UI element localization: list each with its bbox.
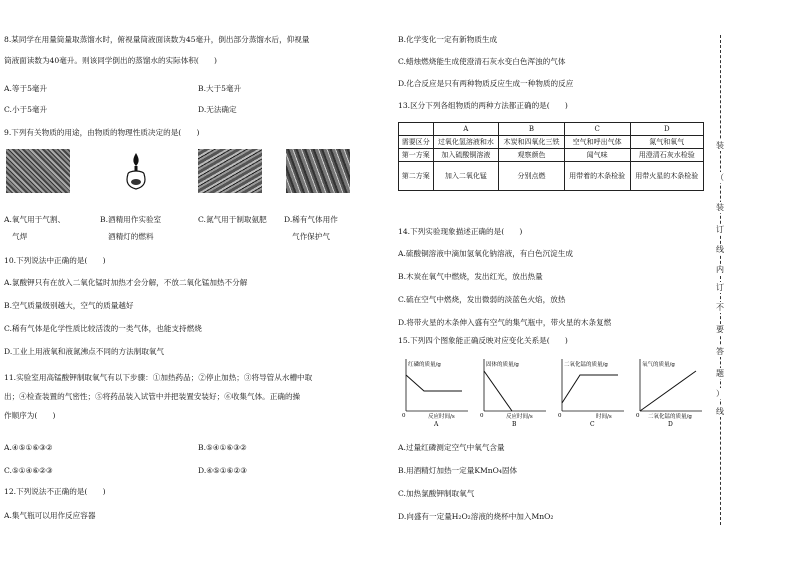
q12-stem: 12.下列说法不正确的是( ) bbox=[4, 487, 106, 496]
graph-d-xlabel: 二氧化锰的质量/g bbox=[648, 414, 692, 420]
binding-char: 答 bbox=[712, 346, 728, 357]
q11-stem-line2: 出；④检查装置的气密性；⑤将药品装入试管中并把装置安装好；⑥收集气体。正确的操 bbox=[4, 392, 301, 401]
table-header-row bbox=[399, 123, 704, 136]
question-14 bbox=[398, 226, 704, 327]
graph-b-label: B bbox=[512, 421, 517, 427]
q10-option-c: C.稀有气体是化学性质比较活泼的一类气体，也能支持燃烧 bbox=[4, 324, 202, 333]
binding-char: （ bbox=[712, 172, 728, 183]
graph-c-xlabel: 时间/s bbox=[596, 414, 612, 420]
q9-option-d-line1: D.稀有气体用作 bbox=[284, 215, 338, 224]
q9-option-a-line1: A.氧气用于气割、 bbox=[4, 215, 66, 224]
q8-option-c: C.小于5毫升 bbox=[4, 105, 48, 114]
q10-option-a: A.氯酸钾只有在放入二氧化锰时加热才会分解，不放二氧化锰加热不分解 bbox=[4, 278, 248, 287]
q8-stem-line1: 8.某同学在用量筒量取蒸馏水时，俯视量筒液面读数为45毫升，倒出部分蒸馏水后，仰视量 bbox=[4, 35, 310, 44]
binding-char: 题 bbox=[712, 368, 728, 379]
question-9 bbox=[4, 127, 388, 241]
q11-option-a: A.④⑤①⑥③② bbox=[4, 443, 53, 452]
q9-option-c-line1: C.氮气用于制取氨肥 bbox=[198, 215, 267, 224]
graph-b-origin: 0 bbox=[480, 413, 484, 419]
q15-option-d: D.向盛有一定量H₂O₂溶液的烧杯中加入MnO₂ bbox=[398, 512, 554, 521]
comparison-table bbox=[398, 122, 704, 191]
table-header-cell: C bbox=[564, 123, 630, 136]
table-cell: 空气和呼出气体 bbox=[564, 136, 630, 149]
table-header-cell: D bbox=[630, 123, 703, 136]
table-row bbox=[399, 162, 704, 191]
binding-dashed-line bbox=[720, 35, 721, 525]
table-cell: 氮气和氧气 bbox=[630, 136, 703, 149]
table-cell: 木炭和四氧化三铁 bbox=[499, 136, 565, 149]
q10-stem: 10.下列说法中正确的是( ) bbox=[4, 256, 106, 265]
q9-option-a-line2: 气焊 bbox=[12, 232, 28, 241]
q8-option-d: D.无法确定 bbox=[198, 105, 237, 114]
graph-c-ylabel: 二氧化锰的质量/g bbox=[564, 362, 608, 368]
q12-option-c: C.蜡烛燃烧能生成使澄清石灰水变白色浑浊的气体 bbox=[398, 57, 566, 66]
graph-d-label: D bbox=[668, 421, 673, 427]
question-10 bbox=[4, 255, 388, 356]
binding-char: 内 bbox=[712, 264, 728, 275]
graph-a-label: A bbox=[434, 421, 439, 427]
q14-option-c: C.硫在空气中燃烧，发出微弱的淡蓝色火焰，放热 bbox=[398, 295, 566, 304]
q13-stem: 13.区分下列各组物质的两种方法都正确的是( ) bbox=[398, 101, 568, 110]
q9-option-b-line1: B.酒精用作实验室 bbox=[100, 215, 162, 224]
q10-option-d: D.工业上用液氧和液氮沸点不同的方法制取氧气 bbox=[4, 347, 165, 356]
binding-char: 装 bbox=[712, 202, 728, 213]
q14-stem: 14.下列实验现象描述正确的是( ) bbox=[398, 227, 523, 236]
q10-option-b: B.空气质量级别越大，空气的质量越好 bbox=[4, 301, 134, 310]
binding-char: 订 bbox=[712, 224, 728, 235]
graph-b bbox=[478, 355, 548, 427]
graph-a-origin: 0 bbox=[402, 413, 406, 419]
q15-stem: 15.下列四个图象能正确反映对应变化关系是( ) bbox=[398, 336, 568, 345]
q8-option-b: B.大于5毫升 bbox=[198, 84, 242, 93]
q8-stem-line2: 筒液面读数为40毫升。则该同学倒出的蒸馏水的实际体积( ) bbox=[4, 56, 218, 65]
table-cell: 第二方案 bbox=[399, 162, 434, 191]
q14-option-b: B.木炭在氧气中燃烧，发出红光，放出热量 bbox=[398, 272, 543, 281]
graph-d-ylabel: 氧气的质量/g bbox=[642, 362, 675, 368]
left-column bbox=[4, 0, 388, 561]
table-cell: 观察颜色 bbox=[499, 149, 565, 162]
graph-c-origin: 0 bbox=[558, 413, 562, 419]
binding-char: 不 bbox=[712, 302, 728, 313]
table-cell: 加入硫酸铜溶液 bbox=[433, 149, 499, 162]
graph-b-ylabel: 固体的质量/g bbox=[486, 362, 519, 368]
graph-c bbox=[556, 355, 626, 427]
binding-char: ） bbox=[712, 388, 728, 399]
table-cell: 用澄清石灰水检验 bbox=[630, 149, 703, 162]
table-cell: 闻气味 bbox=[564, 149, 630, 162]
q9-option-d-line2: 气作保护气 bbox=[292, 232, 330, 241]
graph-a-xlabel: 反应时间/s bbox=[428, 414, 455, 420]
bulb-image bbox=[286, 149, 350, 193]
q14-option-d: D.将带火星的木条伸入盛有空气的集气瓶中，带火星的木条复燃 bbox=[398, 318, 612, 327]
q9-option-b-line2: 酒精灯的燃料 bbox=[108, 232, 154, 241]
graph-b-xlabel: 反应时间/s bbox=[506, 414, 533, 420]
table-header-cell: B bbox=[499, 123, 565, 136]
q15-option-a: A.过量红磷测定空气中氧气含量 bbox=[398, 443, 505, 452]
q11-stem-line1: 11.实验室用高锰酸钾制取氧气有以下步骤：①加热药品；②停止加热；③将导管从水槽中取 bbox=[4, 373, 313, 382]
binding-char: 装 bbox=[712, 140, 728, 151]
q12-option-d: D.化合反应是只有两种物质反应生成一种物质的反应 bbox=[398, 79, 574, 88]
graph-a bbox=[400, 355, 470, 427]
nitrogen-fertilizer-image bbox=[198, 149, 262, 193]
table-header-cell: A bbox=[433, 123, 499, 136]
q11-option-c: C.⑤①④⑥②③ bbox=[4, 466, 53, 475]
q15-option-b: B.用酒精灯加热一定量KMnO₄固体 bbox=[398, 466, 518, 475]
question-12-start bbox=[4, 486, 388, 520]
table-cell: 加入二氧化锰 bbox=[433, 162, 499, 191]
welding-image bbox=[6, 149, 70, 193]
graph-d-origin: 0 bbox=[636, 413, 640, 419]
q9-stem: 9.下列有关物质的用途，由物质的物理性质决定的是( ) bbox=[4, 128, 200, 137]
table-row bbox=[399, 136, 704, 149]
alcohol-lamp-image bbox=[104, 149, 168, 193]
q8-option-a: A.等于5毫升 bbox=[4, 84, 48, 93]
graph-c-label: C bbox=[590, 421, 595, 427]
table-header-cell bbox=[399, 123, 434, 136]
right-column bbox=[398, 0, 704, 561]
graph-d bbox=[634, 355, 704, 427]
q12-option-a: A.集气瓶可以用作反应容器 bbox=[4, 511, 96, 520]
table-cell: 用带着的木条检验 bbox=[564, 162, 630, 191]
question-11 bbox=[4, 372, 388, 475]
graph-a-ylabel: 红磷的质量/g bbox=[408, 362, 441, 368]
q12-option-b: B.化学变化一定有新物质生成 bbox=[398, 35, 498, 44]
table-cell: 第一方案 bbox=[399, 149, 434, 162]
binding-char: 线 bbox=[712, 244, 728, 255]
q11-option-d: D.④⑤①⑥②③ bbox=[198, 466, 248, 475]
question-8 bbox=[4, 34, 388, 114]
binding-char: 要 bbox=[712, 324, 728, 335]
binding-char: 订 bbox=[712, 282, 728, 293]
table-cell: 需要区分 bbox=[399, 136, 434, 149]
table-row bbox=[399, 149, 704, 162]
table-cell: 用带火星的木条检验 bbox=[630, 162, 703, 191]
q14-option-a: A.硫酸铜溶液中滴加氢氧化钠溶液，有白色沉淀生成 bbox=[398, 249, 573, 258]
table-cell: 过氧化氢溶液和水 bbox=[433, 136, 499, 149]
q15-option-c: C.加热氯酸钾制取氧气 bbox=[398, 489, 475, 498]
q11-option-b: B.⑤④①⑥③② bbox=[198, 443, 247, 452]
binding-char: 线 bbox=[712, 406, 728, 417]
q11-stem-line3: 作顺序为( ) bbox=[4, 411, 56, 420]
table-cell: 分别点燃 bbox=[499, 162, 565, 191]
